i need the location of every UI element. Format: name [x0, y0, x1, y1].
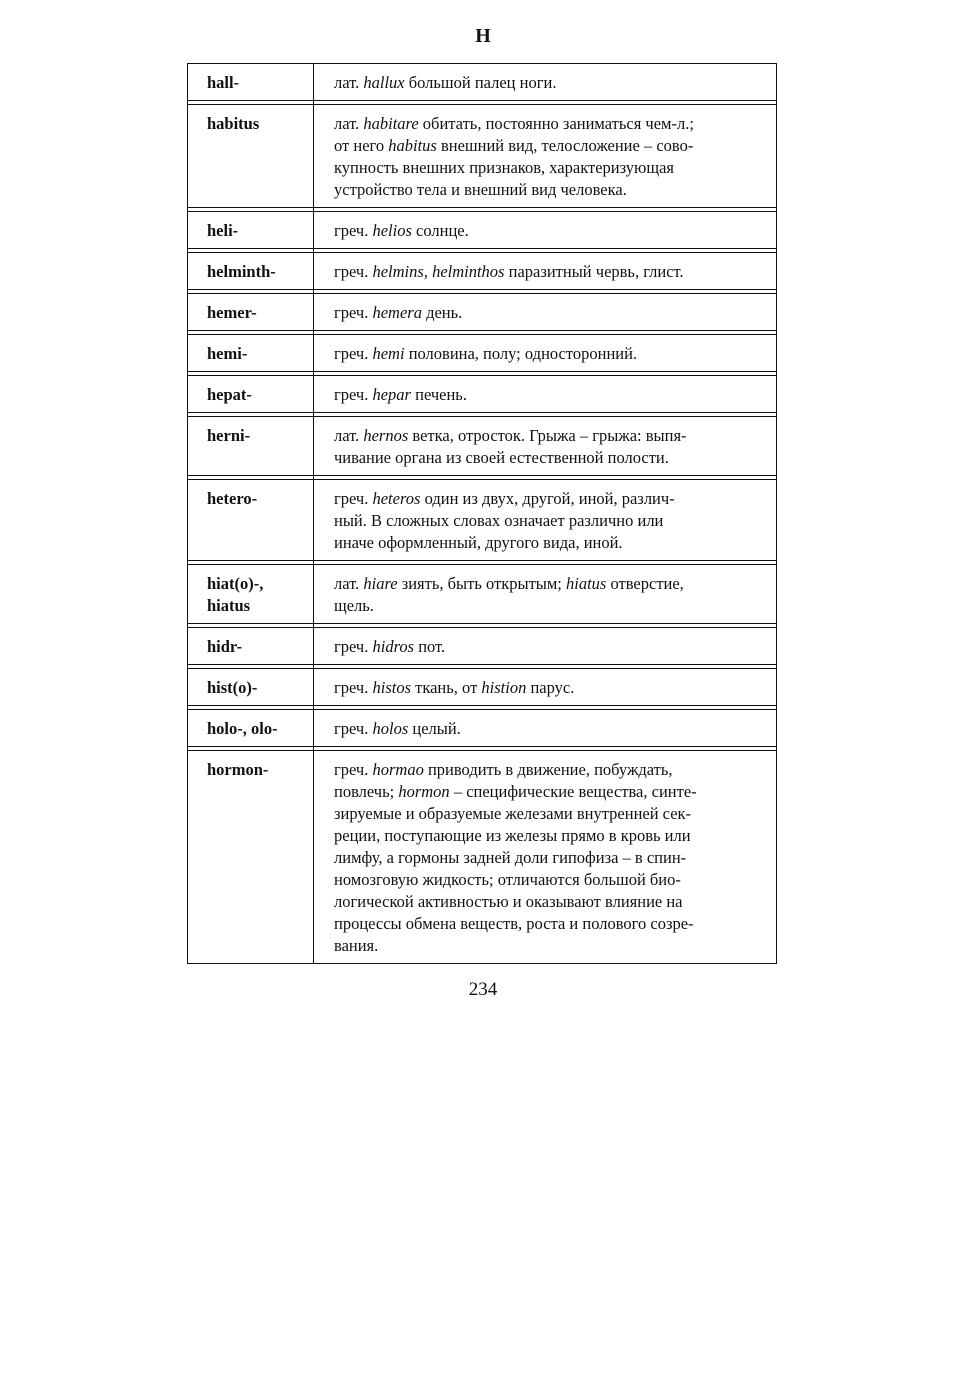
term-text: heli- — [207, 221, 239, 240]
etymon-word: hidros — [372, 637, 415, 656]
definition-text: повлечь; — [334, 782, 399, 801]
definition-line — [334, 532, 762, 554]
definition-cell — [314, 628, 777, 665]
glossary-row — [188, 565, 777, 624]
definition-text: парус. — [526, 678, 575, 697]
definition-text: обитать, постоянно заниматься чем-л.; — [418, 114, 694, 133]
etymon-word: hemi — [372, 344, 405, 363]
term-cell — [188, 253, 314, 290]
definition-cell — [314, 64, 777, 101]
term-text: hidr- — [207, 637, 243, 656]
term-cell — [188, 669, 314, 706]
definition-cell — [314, 105, 777, 208]
etymon-word: hormao — [372, 760, 424, 779]
page-number: 234 — [468, 979, 498, 1000]
etymon-word: hernos — [363, 426, 409, 445]
definition-line — [334, 891, 762, 913]
definition-text: зируемые и образуемые железами внутренней сек- — [334, 804, 692, 823]
definition-text: реции, поступающие из железы прямо в кровь или — [334, 826, 691, 845]
definition-line — [334, 935, 762, 957]
definition-line — [334, 179, 762, 201]
definition-text: приводить в движение, побуждать, — [423, 760, 673, 779]
glossary-row — [188, 105, 777, 208]
definition-cell — [314, 335, 777, 372]
definition-cell — [314, 480, 777, 561]
etymon-word: helios — [372, 221, 412, 240]
definition-text: логической активностью и оказывают влияние на — [334, 892, 683, 911]
glossary-body — [188, 64, 777, 964]
definition-cell — [314, 710, 777, 747]
definition-text: лат. — [334, 114, 364, 133]
term-text: hiat(o)-, — [207, 574, 264, 593]
definition-line — [334, 157, 762, 179]
term-text: hiatus — [207, 596, 251, 615]
term-cell — [188, 212, 314, 249]
glossary-row — [188, 628, 777, 665]
definition-text: лат. — [334, 574, 364, 593]
etymon-word: hepar — [372, 385, 411, 404]
definition-line — [334, 825, 762, 847]
term-cell — [188, 294, 314, 331]
term-cell — [188, 417, 314, 476]
definition-text: устройство тела и внешний вид человека. — [334, 180, 627, 199]
definition-text: вания. — [334, 936, 379, 955]
definition-text: лимфу, а гормоны задней доли гипофиза – в спин- — [334, 848, 687, 867]
glossary-row — [188, 751, 777, 964]
definition-text: греч. — [334, 344, 373, 363]
term-text: herni- — [207, 426, 251, 445]
definition-text: солнце. — [411, 221, 469, 240]
definition-line — [334, 677, 762, 699]
definition-text: отверстие, — [606, 574, 684, 593]
definition-line — [334, 847, 762, 869]
definition-text: один из двух, другой, иной, различ- — [420, 489, 675, 508]
definition-text: номозговую жидкость; отличаются большой био- — [334, 870, 681, 889]
glossary-row — [188, 480, 777, 561]
definition-text: ный. В сложных словах означает различно или — [334, 511, 664, 530]
definition-cell — [314, 253, 777, 290]
etymon-word: histos — [372, 678, 411, 697]
definition-line — [334, 72, 762, 94]
term-cell — [188, 565, 314, 624]
definition-line — [334, 384, 762, 406]
glossary-row — [188, 710, 777, 747]
definition-text: греч. — [334, 637, 373, 656]
definition-text: греч. — [334, 221, 373, 240]
definition-line — [334, 718, 762, 740]
term-cell — [188, 710, 314, 747]
etymon-word: hiare — [363, 574, 398, 593]
etymon-word: heteros — [372, 489, 421, 508]
definition-text: пот. — [414, 637, 446, 656]
definition-text: греч. — [334, 719, 373, 738]
term-text: holo-, olo- — [207, 719, 278, 738]
term-text: helminth- — [207, 262, 276, 281]
term-text: hall- — [207, 73, 240, 92]
definition-line — [334, 869, 762, 891]
definition-line — [334, 595, 762, 617]
term-cell — [188, 480, 314, 561]
definition-line — [334, 913, 762, 935]
term-text: hemi- — [207, 344, 248, 363]
definition-text: щель. — [334, 596, 374, 615]
etymon-word: habitare — [363, 114, 419, 133]
definition-line — [334, 343, 762, 365]
definition-text: купность внешних признаков, характеризующая — [334, 158, 674, 177]
definition-line — [334, 781, 762, 803]
definition-line — [334, 759, 762, 781]
definition-text: греч. — [334, 760, 373, 779]
definition-text: целый. — [408, 719, 461, 738]
etymon-word: hallux — [363, 73, 405, 92]
definition-cell — [314, 376, 777, 413]
term-cell — [188, 335, 314, 372]
definition-text: процессы обмена веществ, роста и полового созре- — [334, 914, 694, 933]
etymon-word: histion — [481, 678, 527, 697]
definition-cell — [314, 751, 777, 964]
etymon-word: holos — [372, 719, 409, 738]
definition-text: греч. — [334, 262, 373, 281]
definition-line — [334, 425, 762, 447]
term-cell — [188, 64, 314, 101]
glossary-row — [188, 669, 777, 706]
definition-line — [334, 573, 762, 595]
definition-line — [334, 803, 762, 825]
definition-text: от него — [334, 136, 389, 155]
term-cell — [188, 376, 314, 413]
definition-text: внешний вид, телосложение – сово- — [436, 136, 694, 155]
etymon-word: hemera — [372, 303, 422, 322]
definition-text: – специфические вещества, синте- — [449, 782, 697, 801]
definition-text: половина, полу; односторонний. — [404, 344, 638, 363]
definition-text: день. — [421, 303, 463, 322]
definition-text: лат. — [334, 73, 364, 92]
term-cell — [188, 105, 314, 208]
definition-line — [334, 135, 762, 157]
definition-text: зиять, быть открытым; — [397, 574, 567, 593]
term-text: hormon- — [207, 760, 269, 779]
etymon-word: hormon — [398, 782, 450, 801]
glossary-row — [188, 253, 777, 290]
definition-text: ткань, от — [411, 678, 482, 697]
definition-line — [334, 447, 762, 469]
term-text: hist(o)- — [207, 678, 258, 697]
definition-text: печень. — [410, 385, 467, 404]
definition-text: греч. — [334, 489, 373, 508]
etymon-word: helmins, helminthos — [372, 262, 505, 281]
term-text: hepat- — [207, 385, 252, 404]
definition-cell — [314, 417, 777, 476]
definition-line — [334, 488, 762, 510]
definition-line — [334, 302, 762, 324]
term-cell — [188, 628, 314, 665]
term-text: hemer- — [207, 303, 257, 322]
definition-line — [334, 220, 762, 242]
definition-cell — [314, 565, 777, 624]
definition-text: иначе оформленный, другого вида, иной. — [334, 533, 623, 552]
definition-text: лат. — [334, 426, 364, 445]
definition-text: чивание органа из своей естественной полости. — [334, 448, 669, 467]
term-text: hetero- — [207, 489, 258, 508]
term-text: habitus — [207, 114, 260, 133]
glossary-row — [188, 212, 777, 249]
definition-text: ветка, отросток. Грыжа – грыжа: выпя- — [408, 426, 687, 445]
definition-line — [334, 636, 762, 658]
definition-text: греч. — [334, 678, 373, 697]
definition-text: греч. — [334, 385, 373, 404]
glossary-table — [187, 63, 777, 964]
definition-text: паразитный червь, глист. — [504, 262, 684, 281]
definition-text: греч. — [334, 303, 373, 322]
etymon-word: hiatus — [566, 574, 607, 593]
glossary-row — [188, 335, 777, 372]
glossary-row — [188, 64, 777, 101]
glossary-row — [188, 294, 777, 331]
etymon-word: habitus — [388, 136, 437, 155]
definition-cell — [314, 669, 777, 706]
definition-line — [334, 261, 762, 283]
definition-line — [334, 510, 762, 532]
definition-cell — [314, 212, 777, 249]
glossary-row — [188, 417, 777, 476]
definition-line — [334, 113, 762, 135]
section-letter: H — [475, 25, 491, 47]
glossary-row — [188, 376, 777, 413]
term-cell — [188, 751, 314, 964]
definition-text: большой палец ноги. — [404, 73, 557, 92]
definition-cell — [314, 294, 777, 331]
